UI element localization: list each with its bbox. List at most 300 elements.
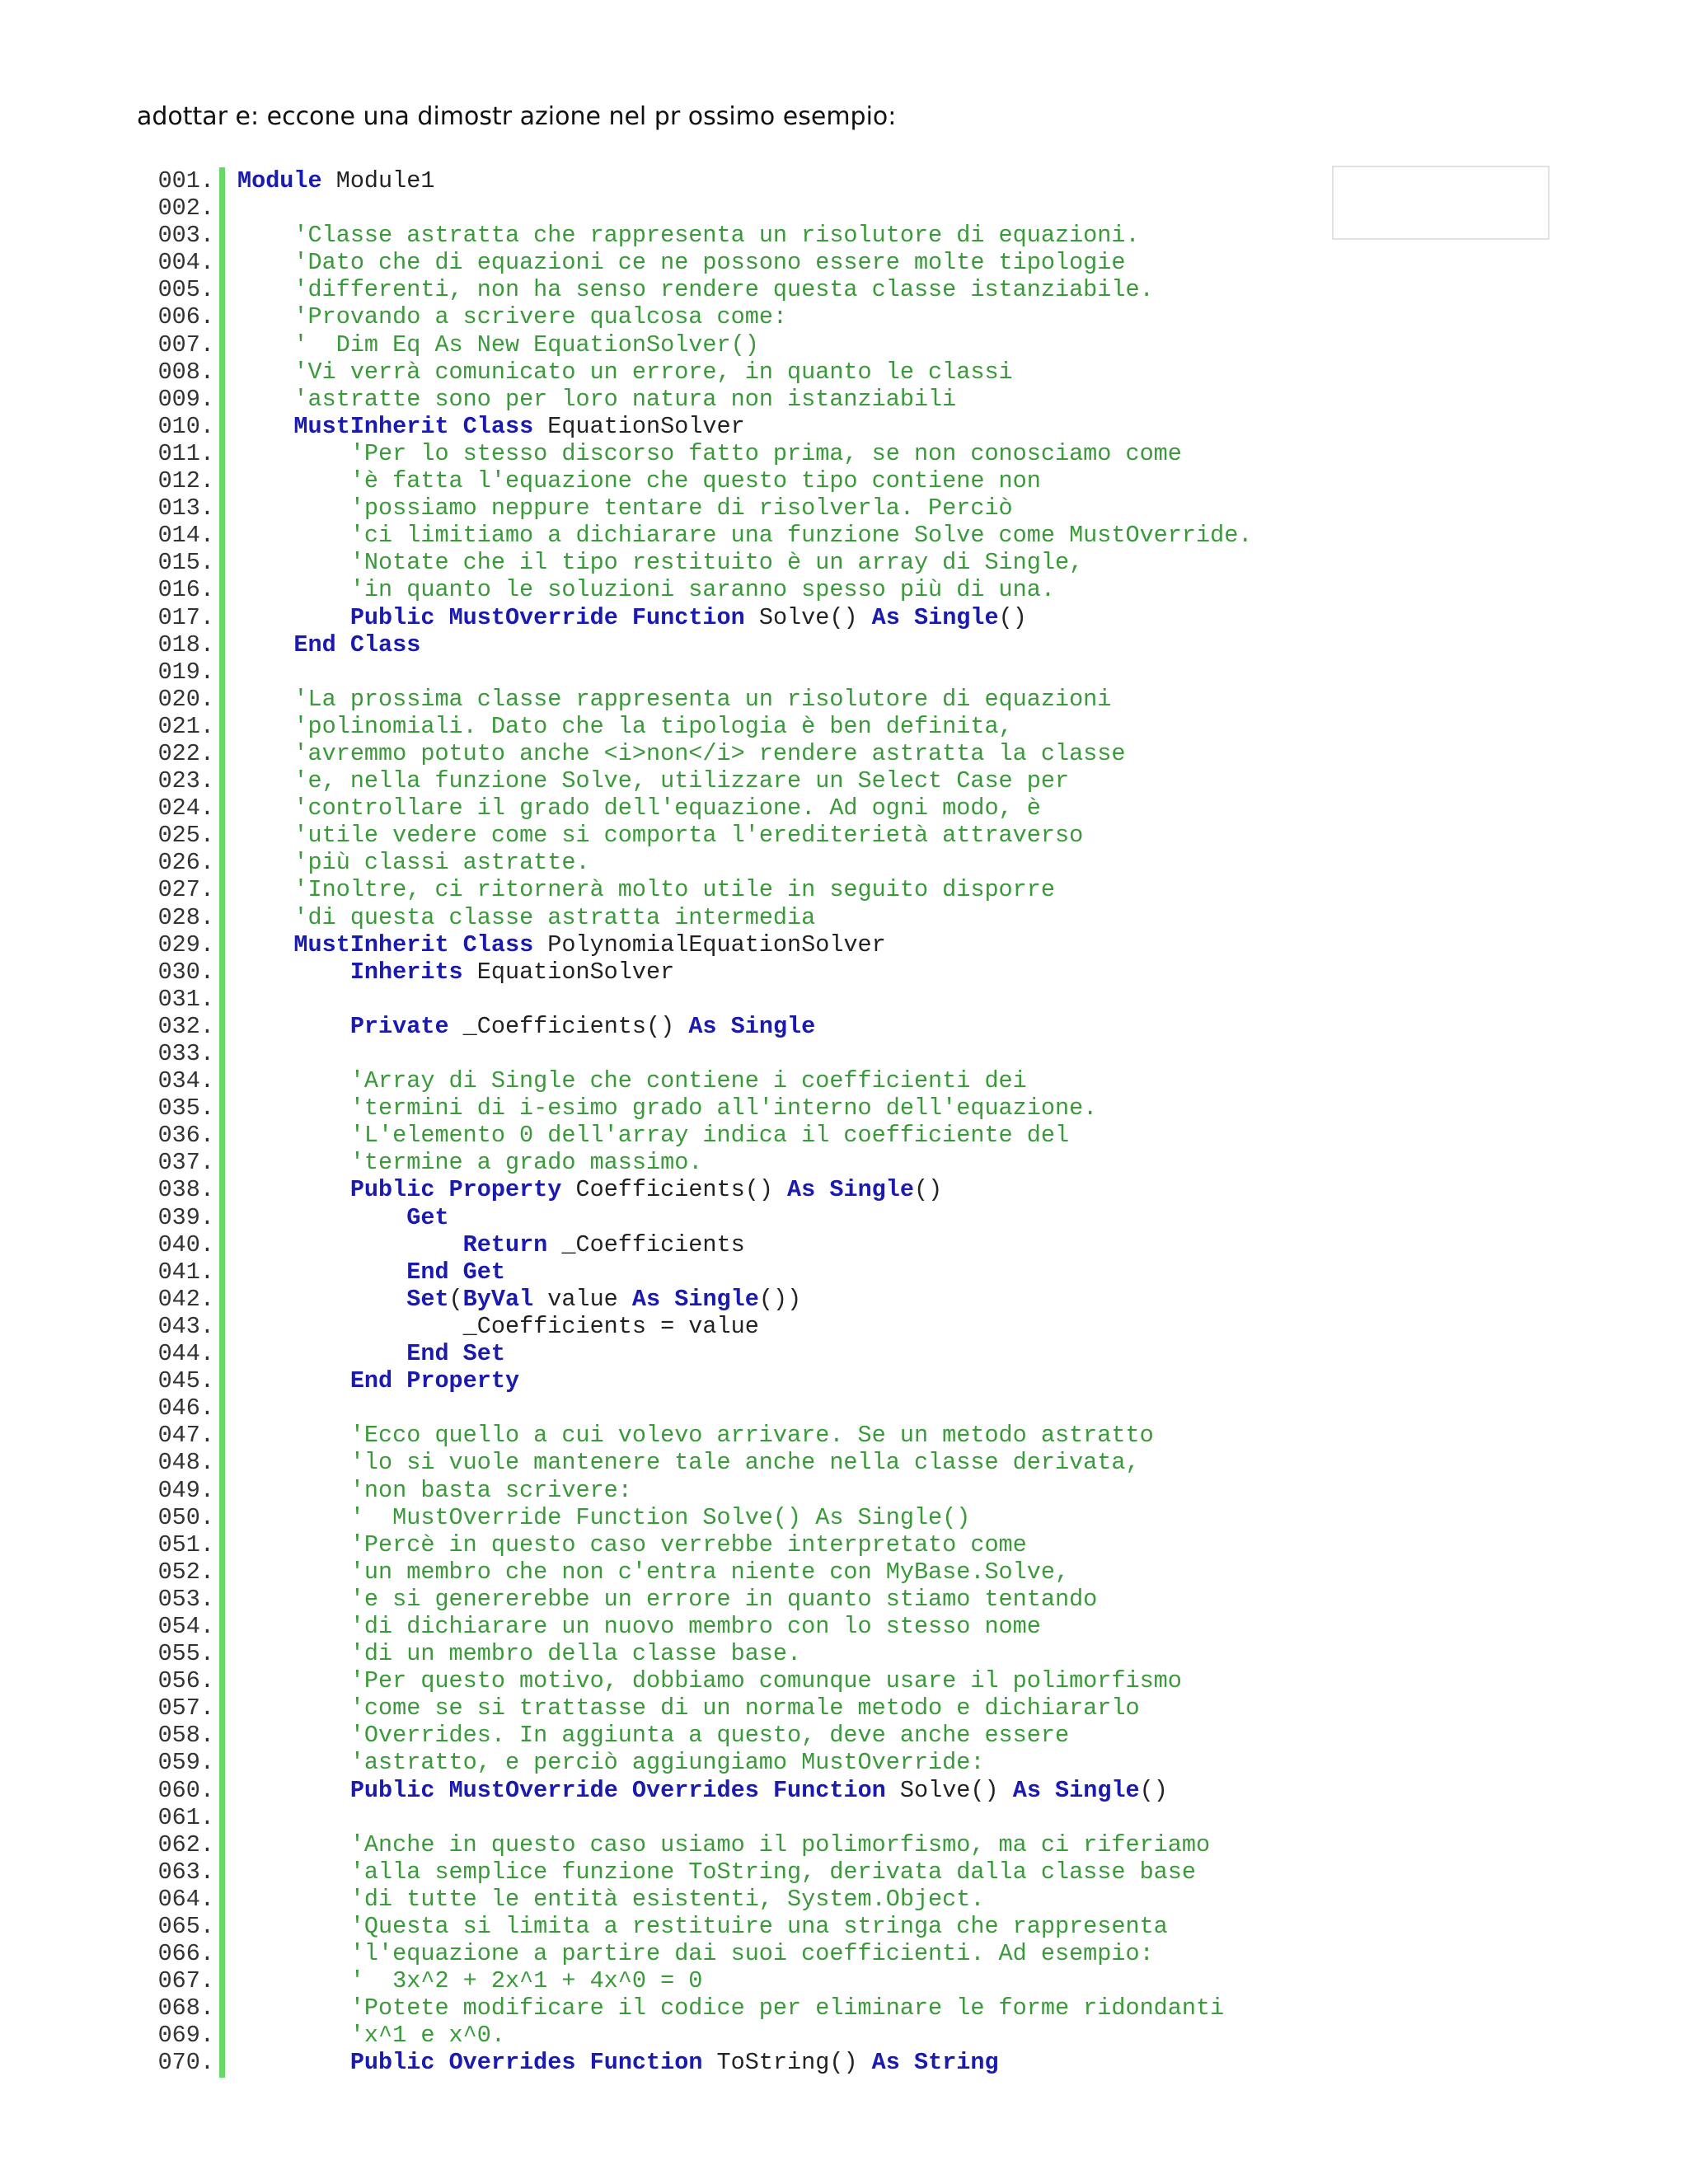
code-text [237, 1640, 801, 1667]
code-token [717, 1013, 731, 1040]
code-keyword: Get [406, 1203, 449, 1231]
code-keyword: End [349, 1367, 393, 1395]
code-indent [237, 467, 350, 494]
line-number: 011. [157, 439, 214, 467]
code-keyword: MustOverride [448, 1776, 618, 1804]
code-comment: 'termine a grado massimo. [349, 1149, 703, 1177]
code-indent [237, 413, 293, 440]
code-keyword: Class [462, 930, 534, 958]
line-number: 010. [157, 412, 214, 440]
code-text [237, 1504, 970, 1531]
line-number: 028. [157, 903, 214, 931]
line-number: 070. [157, 2049, 214, 2077]
code-line [132, 849, 1533, 876]
code-text [237, 1013, 815, 1040]
code-text [237, 1313, 759, 1340]
line-number: 040. [157, 1230, 214, 1258]
code-line [132, 576, 1533, 603]
code-comment: 'Dato che di equazioni ce ne possono essere molte tipologie [293, 249, 1126, 277]
line-number: 008. [157, 358, 214, 386]
code-line [132, 604, 1533, 631]
code-indent [237, 2022, 350, 2049]
code-text [237, 1694, 1140, 1722]
line-number: 036. [157, 1122, 214, 1150]
code-indent [237, 1149, 350, 1176]
code-keyword: End [293, 630, 336, 658]
code-token [434, 1176, 448, 1203]
code-token: value [533, 1285, 632, 1313]
code-text [237, 359, 1013, 386]
code-keyword: Single [730, 1012, 816, 1040]
code-line [132, 1804, 1533, 1831]
line-number: 022. [157, 739, 214, 767]
code-line [132, 1504, 1533, 1531]
code-text [237, 767, 1069, 794]
code-indent [237, 1477, 350, 1504]
code-comment: 'di tutte le entità esistenti, System.Object. [349, 1885, 985, 1913]
code-comment: 'e si genererebbe un errore in quanto stiamo tentando [349, 1585, 1098, 1613]
code-token [392, 1367, 406, 1394]
code-text [237, 1067, 1027, 1094]
line-number: 030. [157, 958, 214, 986]
line-number: 014. [157, 522, 214, 550]
code-line [132, 767, 1533, 794]
code-text [237, 1913, 1168, 1940]
code-indent [237, 494, 350, 522]
code-indent [237, 440, 350, 467]
code-token: () [914, 1176, 943, 1204]
code-comment: 'Ecco quello a cui volevo arrivare. Se un metodo astratto [349, 1422, 1154, 1450]
code-line [132, 658, 1533, 686]
code-indent [237, 1367, 350, 1394]
code-indent [237, 1694, 350, 1722]
code-indent [237, 1558, 350, 1586]
code-indent [237, 1913, 350, 1940]
code-text [237, 249, 1126, 276]
code-line [132, 1477, 1533, 1504]
code-keyword: Single [829, 1176, 914, 1204]
line-number: 006. [157, 303, 214, 331]
code-indent [237, 713, 293, 740]
code-token [336, 631, 350, 658]
code-indent [237, 1640, 350, 1667]
code-line [132, 1831, 1533, 1858]
code-line [132, 359, 1533, 386]
line-number: 027. [157, 876, 214, 904]
intro-paragraph: adottar e: eccone una dimostr azione nel pr ossimo esempio: [137, 102, 897, 131]
line-number: 046. [157, 1394, 214, 1422]
code-comment: 'astratte sono per loro natura non istanziabili [293, 385, 957, 413]
code-comment: 'Classe astratta che rappresenta un risolutore di equazioni. [293, 222, 1140, 250]
code-text [237, 1722, 1069, 1749]
code-token [900, 2049, 914, 2076]
code-line [132, 1040, 1533, 1067]
code-line [132, 1394, 1533, 1422]
code-comment: 'Vi verrà comunicato un errore, in quanto le classi [293, 358, 1013, 386]
line-number: 029. [157, 930, 214, 958]
code-text [237, 1613, 1041, 1640]
line-number: 041. [157, 1258, 214, 1286]
code-text [237, 876, 1055, 903]
code-indent [237, 1667, 350, 1694]
code-keyword: End [406, 1340, 449, 1368]
code-indent [237, 1094, 350, 1122]
code-comment: 'di dichiarare un nuovo membro con lo stesso nome [349, 1612, 1041, 1640]
code-token: Solve() [885, 1776, 1013, 1804]
code-line [132, 1122, 1533, 1149]
line-number: 060. [157, 1776, 214, 1804]
code-comment: 'di un membro della classe base. [349, 1640, 802, 1668]
code-keyword: Return [462, 1230, 548, 1258]
code-text [237, 276, 1154, 303]
code-text [237, 604, 1027, 631]
code-text [237, 1831, 1210, 1858]
code-indent [237, 686, 293, 713]
code-token: () [998, 603, 1027, 631]
line-number: 038. [157, 1176, 214, 1204]
code-text [237, 1777, 1168, 1804]
code-keyword: Public [349, 1176, 435, 1204]
code-token [660, 1286, 674, 1313]
code-indent [237, 794, 293, 822]
code-comment: 'Percè in questo caso verrebbe interpretato come [349, 1530, 1027, 1558]
code-line [132, 1258, 1533, 1286]
code-line [132, 1067, 1533, 1094]
code-line [132, 1149, 1533, 1176]
code-keyword: MustInherit [293, 930, 449, 958]
code-comment: 'lo si vuole mantenere tale anche nella classe derivata, [349, 1449, 1140, 1477]
code-text [237, 2022, 505, 2049]
code-token [449, 413, 463, 440]
code-indent [237, 1531, 350, 1558]
code-line [132, 794, 1533, 822]
code-token [618, 1777, 632, 1804]
code-text [237, 576, 1055, 603]
code-comment: 'astratto, e perciò aggiungiamo MustOverride: [349, 1749, 985, 1777]
code-keyword: As [1012, 1776, 1041, 1804]
code-text [237, 931, 886, 958]
code-token [449, 1340, 463, 1367]
line-number: 015. [157, 549, 214, 577]
code-keyword: Class [349, 630, 421, 658]
code-comment: 'possiamo neppure tentare di risolverla. Perciò [349, 494, 1013, 523]
code-text [237, 167, 434, 194]
code-indent [237, 331, 293, 359]
line-number: 045. [157, 1367, 214, 1395]
line-number: 007. [157, 330, 214, 359]
code-indent [237, 1449, 350, 1476]
code-text [237, 1204, 449, 1231]
code-line [132, 549, 1533, 576]
code-line [132, 1940, 1533, 1967]
code-comment: 'Anche in questo caso usiamo il polimorfismo, ma ci riferiamo [349, 1830, 1211, 1858]
code-indent [237, 904, 293, 931]
code-text [237, 1340, 505, 1367]
code-text [237, 1422, 1154, 1449]
code-line [132, 413, 1533, 440]
code-text [237, 1967, 702, 1994]
code-line [132, 276, 1533, 303]
code-indent [237, 1013, 350, 1040]
line-number: 003. [157, 222, 214, 250]
code-line [132, 1340, 1533, 1367]
code-line [132, 303, 1533, 330]
code-indent [237, 1940, 350, 1967]
line-number: 058. [157, 1722, 214, 1750]
line-number: 032. [157, 1012, 214, 1040]
code-comment: 'avremmo potuto anche <i>non</i> rendere astratta la classe [293, 739, 1126, 767]
code-comment: 'Overrides. In aggiunta a questo, deve anche essere [349, 1722, 1070, 1750]
code-line [132, 2022, 1533, 2049]
code-keyword: Get [462, 1258, 505, 1286]
code-indent [237, 1067, 350, 1094]
code-line [132, 1286, 1533, 1313]
line-number: 012. [157, 467, 214, 495]
code-indent [237, 876, 293, 903]
code-keyword: Function [589, 2049, 703, 2077]
code-text [237, 1286, 801, 1313]
code-indent [237, 386, 293, 413]
code-token [618, 604, 632, 631]
code-comment: 'Potete modificare il codice per eliminare le forme ridondanti [349, 1994, 1225, 2022]
code-line [132, 440, 1533, 467]
code-keyword: Public [349, 603, 435, 631]
code-indent [237, 1313, 463, 1340]
line-number: 054. [157, 1612, 214, 1640]
line-number: 063. [157, 1858, 214, 1886]
code-indent [237, 1258, 406, 1286]
code-keyword: As [787, 1176, 816, 1204]
code-indent [237, 522, 350, 549]
line-number: 048. [157, 1449, 214, 1477]
code-indent [237, 276, 293, 303]
code-line [132, 713, 1533, 740]
code-text [237, 222, 1140, 249]
code-keyword: Class [462, 412, 534, 440]
code-indent [237, 1749, 350, 1776]
code-text [237, 331, 759, 359]
code-keyword: Single [674, 1285, 759, 1313]
code-indent [237, 1858, 350, 1886]
line-number: 034. [157, 1067, 214, 1095]
code-token: _Coefficients [547, 1230, 745, 1258]
line-number: 042. [157, 1285, 214, 1313]
code-indent [237, 631, 293, 658]
code-text [237, 1176, 942, 1203]
code-line [132, 1231, 1533, 1258]
code-line [132, 1694, 1533, 1722]
code-line [132, 1994, 1533, 2022]
code-comment: 'in quanto le soluzioni saranno spesso più di una. [349, 576, 1055, 604]
code-comment: 'ci limitiamo a dichiarare una funzione Solve come MustOverride. [349, 522, 1253, 550]
line-number: 001. [157, 167, 214, 194]
code-comment: 'Per questo motivo, dobbiamo comunque usare il polimorfismo [349, 1667, 1182, 1695]
line-number: 056. [157, 1667, 214, 1695]
code-indent [237, 1422, 350, 1449]
code-text [237, 1586, 1097, 1613]
code-line [132, 1640, 1533, 1667]
code-comment: 'controllare il grado dell'equazione. Ad ogni modo, è [293, 794, 1041, 823]
code-token [815, 1176, 829, 1203]
code-text [237, 849, 590, 876]
code-text [237, 958, 674, 986]
line-number: 061. [157, 1803, 214, 1831]
code-text [237, 1149, 702, 1176]
code-token [434, 2049, 448, 2076]
code-comment: 'Per lo stesso discorso fatto prima, se non conosciamo come [349, 439, 1182, 467]
code-keyword: MustInherit [293, 412, 449, 440]
code-token: PolynomialEquationSolver [533, 930, 886, 958]
code-token [900, 604, 914, 631]
line-number: 047. [157, 1422, 214, 1450]
line-number: 004. [157, 249, 214, 277]
code-line [132, 1613, 1533, 1640]
code-line [132, 1422, 1533, 1449]
code-comment: 'di questa classe astratta intermedia [293, 903, 816, 931]
code-text [237, 494, 1013, 522]
line-number: 043. [157, 1312, 214, 1340]
code-text [237, 440, 1182, 467]
code-keyword: As [871, 2049, 900, 2077]
code-indent [237, 1204, 406, 1231]
code-text [237, 1258, 505, 1286]
code-text [237, 522, 1252, 549]
code-indent [237, 1340, 406, 1367]
code-line [132, 1913, 1533, 1940]
code-keyword: MustOverride [448, 603, 618, 631]
code-text [237, 1231, 745, 1258]
code-keyword: String [914, 2049, 999, 2077]
code-text [237, 686, 1111, 713]
code-line [132, 167, 1533, 194]
code-line [132, 331, 1533, 359]
code-keyword: Property [406, 1367, 520, 1395]
code-indent [237, 1994, 350, 2022]
code-indent [237, 222, 293, 249]
code-text [237, 2049, 999, 2076]
line-number: 026. [157, 849, 214, 877]
code-indent [237, 1886, 350, 1913]
code-indent [237, 549, 350, 576]
code-keyword: Private [349, 1012, 449, 1040]
line-number: 053. [157, 1585, 214, 1613]
code-indent [237, 303, 293, 330]
line-number: 018. [157, 630, 214, 658]
code-line [132, 822, 1533, 849]
code-comment: 'termini di i-esimo grado all'interno dell'equazione. [349, 1094, 1098, 1122]
line-number: 059. [157, 1749, 214, 1777]
code-text [237, 1858, 1196, 1886]
code-text [237, 1531, 1027, 1558]
line-number: 044. [157, 1340, 214, 1368]
code-keyword: Property [448, 1176, 562, 1204]
code-token [759, 1777, 773, 1804]
line-number: 068. [157, 1994, 214, 2022]
code-listing [132, 167, 1533, 2077]
code-line [132, 1586, 1533, 1613]
code-line [132, 1886, 1533, 1913]
code-keyword: Single [914, 603, 999, 631]
code-keyword: Set [406, 1285, 449, 1313]
code-token [434, 1777, 448, 1804]
code-line [132, 222, 1533, 249]
code-comment: 'è fatta l'equazione che questo tipo contiene non [349, 467, 1041, 495]
line-number: 052. [157, 1558, 214, 1586]
code-text [237, 413, 745, 440]
code-keyword: Public [349, 1776, 435, 1804]
code-keyword: Single [1055, 1776, 1140, 1804]
line-number: 013. [157, 494, 214, 523]
code-line [132, 1094, 1533, 1122]
code-text [237, 303, 787, 330]
code-comment: 'La prossima classe rappresenta un risolutore di equazioni [293, 685, 1112, 713]
code-comment: 'non basta scrivere: [349, 1476, 632, 1504]
code-text [237, 1449, 1140, 1476]
code-text [237, 1994, 1224, 2022]
code-line [132, 1367, 1533, 1394]
code-keyword: Overrides [448, 2049, 576, 2077]
code-text [237, 631, 420, 658]
line-number: 049. [157, 1476, 214, 1504]
code-line [132, 194, 1533, 222]
code-indent [237, 849, 293, 876]
code-keyword: Function [631, 603, 745, 631]
code-indent [237, 931, 293, 958]
code-text [237, 904, 815, 931]
code-line [132, 876, 1533, 903]
code-indent [237, 1286, 406, 1313]
code-token: Solve() [744, 603, 872, 631]
code-token [1041, 1777, 1055, 1804]
code-comment: 'x^1 e x^0. [349, 2022, 505, 2050]
code-comment: 'L'elemento 0 dell'array indica il coefficiente del [349, 1122, 1070, 1150]
code-comment: 'l'equazione a partire dai suoi coefficienti. Ad esempio: [349, 1940, 1154, 1968]
code-keyword: Set [462, 1340, 505, 1368]
code-text [237, 794, 1041, 822]
line-number: 002. [157, 194, 214, 223]
code-comment: 'Questa si limita a restituire una stringa che rappresenta [349, 1913, 1168, 1940]
code-line [132, 1449, 1533, 1476]
code-text [237, 1940, 1154, 1967]
code-line [132, 931, 1533, 958]
code-indent [237, 1831, 350, 1858]
code-line [132, 494, 1533, 522]
code-line [132, 1667, 1533, 1694]
code-indent [237, 2049, 350, 2076]
line-number: 064. [157, 1885, 214, 1913]
line-number: 051. [157, 1530, 214, 1558]
code-indent [237, 576, 350, 603]
code-text [237, 1558, 1069, 1586]
code-line [132, 958, 1533, 986]
code-line [132, 1749, 1533, 1776]
code-comment: 'Array di Single che contiene i coefficienti dei [349, 1067, 1027, 1095]
code-comment: 'polinomiali. Dato che la tipologia è ben definita, [293, 712, 1013, 740]
code-keyword: End [406, 1258, 449, 1286]
code-text [237, 713, 1013, 740]
code-line [132, 1176, 1533, 1203]
code-line [132, 1531, 1533, 1558]
code-text [237, 1667, 1182, 1694]
code-line [132, 986, 1533, 1013]
code-line [132, 467, 1533, 494]
code-line [132, 1722, 1533, 1749]
line-number: 067. [157, 1967, 214, 1995]
code-token: () [1139, 1776, 1168, 1804]
code-token [434, 604, 448, 631]
code-comment: 'come se si trattasse di un normale metodo e dichiararlo [349, 1694, 1140, 1722]
code-indent [237, 1967, 350, 1994]
